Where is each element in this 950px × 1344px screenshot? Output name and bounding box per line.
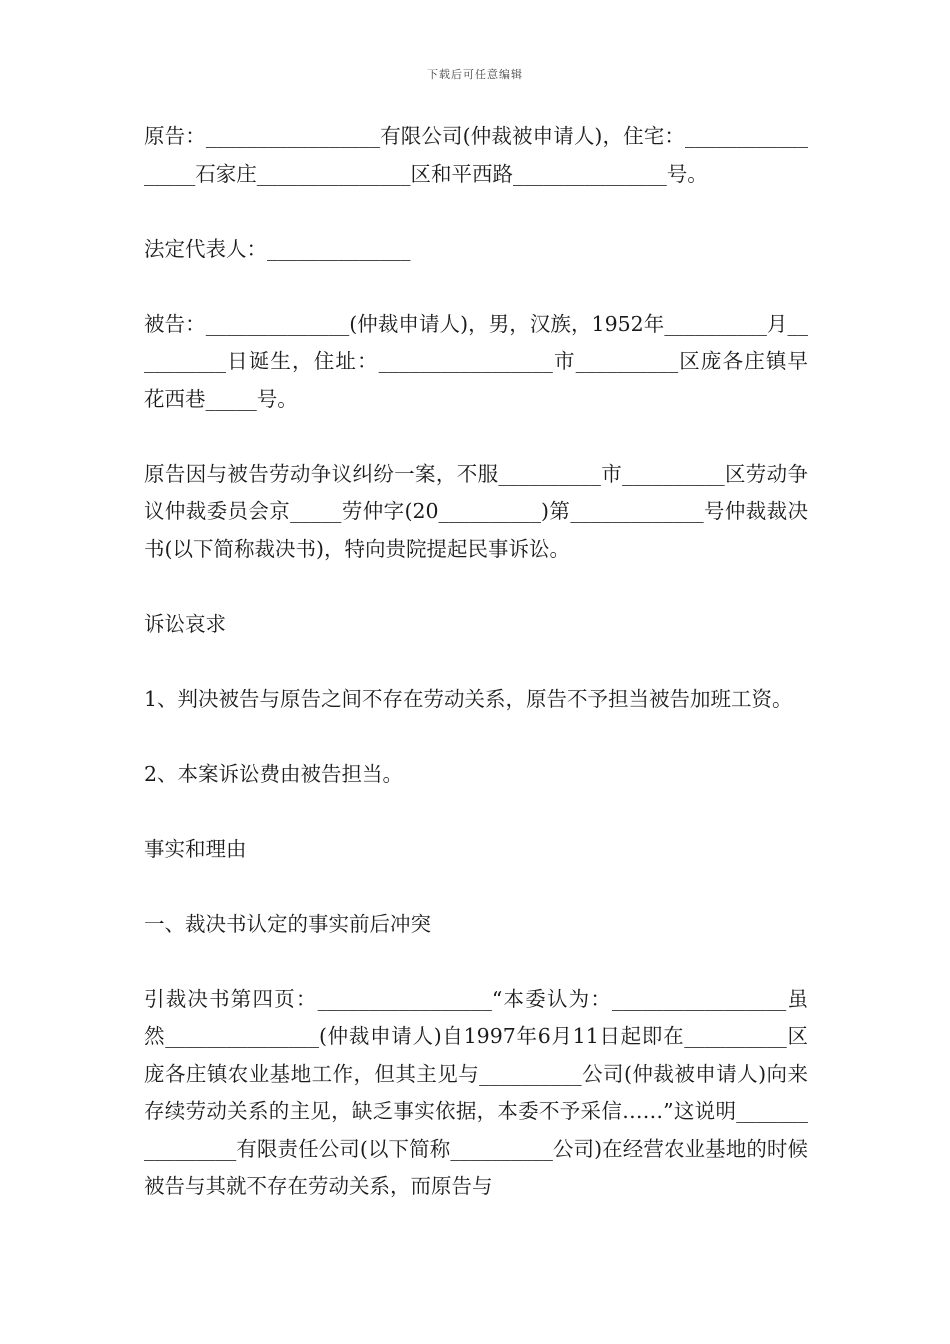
paragraph-plaintiff: 原告：_________________有限公司(仲裁被申请人)，住宅：_________________石家庄_______________区和平西路_______________号。 (144, 124, 808, 186)
paragraph-legal-representative: 法定代表人：______________ (144, 236, 411, 261)
paragraph-case-intro: 原告因与被告劳动争议纠纷一案，不服__________市__________区劳动争议仲裁委员会京_____劳仲字(20__________)第_____________号仲裁裁决书(以下简称裁决书)，特向贵院提起民事诉讼。 (144, 461, 808, 561)
header-note: 下载后可任意编辑 (427, 68, 523, 81)
paragraph-claim-1: 1、判决被告与原告之间不存在劳动关系，原告不予担当被告加班工资。 (144, 686, 793, 711)
heading-claims: 诉讼哀求 (144, 611, 226, 636)
heading-facts-reasons: 事实和理由 (144, 836, 247, 861)
heading-section-1: 一、裁决书认定的事实前后冲突 (144, 911, 431, 936)
paragraph-defendant: 被告：______________(仲裁申请人)，男，汉族，1952年__________月__________日诞生，住址：_________________市__________区庞各庄镇早花西巷_____号。 (144, 311, 808, 411)
paragraph-claim-2: 2、本案诉讼费由被告担当。 (144, 761, 404, 786)
paragraph-quote: 引裁决书第四页：_________________“本委认为：_________________虽然_______________(仲裁申请人)自1997年6月11日起即在__________区庞各庄镇农业基地工作，但其主见与__________公司(仲裁被申请人)向来存续劳动关系的主见，缺乏事实依据，本委不予采信……”这说明________________有限责任公司(以下简称__________公司)在经营农业基地的时候被告与其就不存在劳动关系，而原告与 (144, 986, 808, 1198)
document-body (144, 118, 808, 1243)
